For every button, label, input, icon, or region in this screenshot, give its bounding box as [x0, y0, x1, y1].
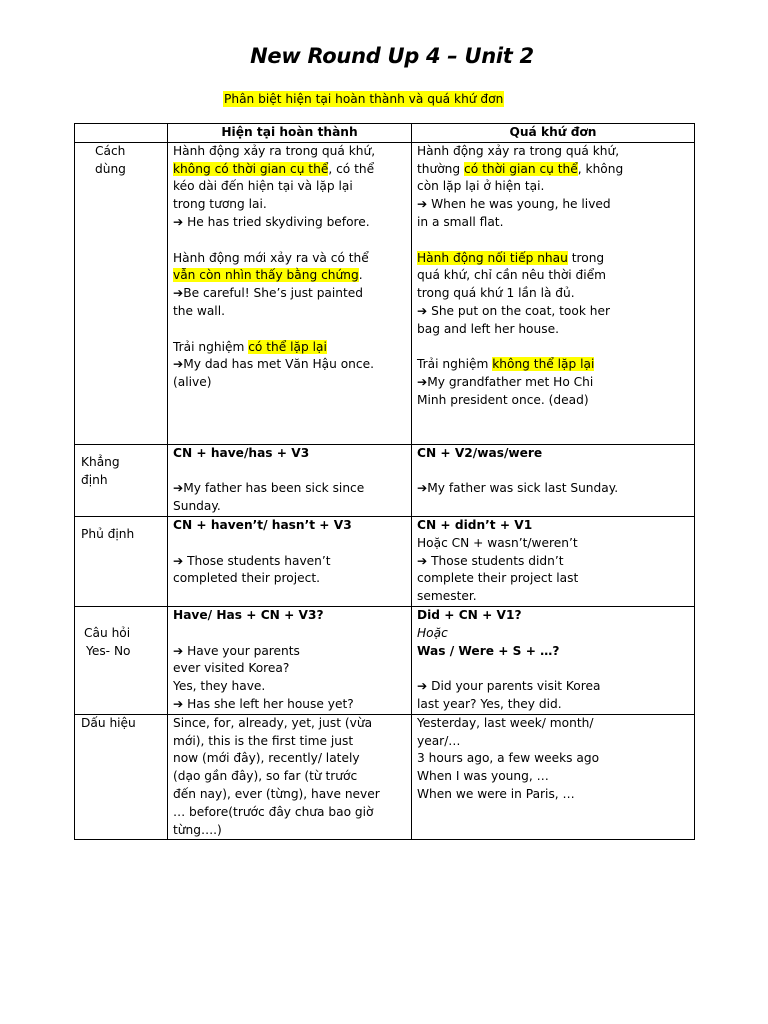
- text: Hành động xảy ra trong quá khứ,: [173, 143, 376, 158]
- header-empty: [75, 124, 168, 143]
- highlight: Hành động nối tiếp nhau: [417, 250, 568, 265]
- text: When I was young, …: [417, 769, 549, 784]
- example: My grandfather met Ho Chi: [427, 375, 594, 390]
- text: now (mới đây), recently/ lately: [173, 751, 360, 766]
- header-present-perfect: Hiện tại hoàn thành: [168, 124, 412, 143]
- arrow-icon: ➔: [173, 357, 184, 372]
- text: Hành động xảy ra trong quá khứ,: [417, 143, 620, 158]
- text: quá khứ, chỉ cần nêu thời điểm: [417, 268, 607, 283]
- formula: Did + CN + V1?: [417, 607, 522, 622]
- highlight: không thể lặp lại: [492, 357, 595, 372]
- text: trong quá khứ 1 lần là đủ.: [417, 286, 575, 301]
- example: He has tried skydiving before.: [187, 214, 370, 229]
- arrow-icon: ➔: [417, 679, 428, 694]
- arrow-icon: ➔: [417, 303, 428, 318]
- formula: Was / Were + S + …?: [417, 643, 560, 658]
- example: When he was young, he lived: [431, 197, 611, 212]
- row-label-text: Cách: [95, 143, 126, 158]
- example: complete their project last: [417, 571, 579, 586]
- row-label-text: dùng: [95, 161, 126, 176]
- example: last year? Yes, they did.: [417, 696, 562, 711]
- table-row: [75, 516, 695, 606]
- formula: Have/ Has + CN + V3?: [173, 607, 324, 622]
- text: còn lặp lại ở hiện tại.: [417, 179, 545, 194]
- question-past-simple: [412, 606, 695, 714]
- text: Trải nghiệm: [173, 339, 249, 354]
- highlight: có thể lặp lại: [248, 339, 327, 354]
- text: mới), this is the first time just: [173, 733, 354, 748]
- example: My father was sick last Sunday.: [427, 481, 619, 496]
- text: year/…: [417, 733, 461, 748]
- signals-past-simple: [412, 714, 695, 840]
- arrow-icon: ➔: [417, 553, 428, 568]
- page-title: New Round Up 4 – Unit 2: [250, 44, 534, 68]
- text: trong tương lai.: [173, 197, 267, 212]
- arrow-icon: ➔: [173, 643, 184, 658]
- table-row: [75, 142, 695, 444]
- arrow-icon: ➔: [173, 553, 184, 568]
- affirmative-past-simple: [412, 444, 695, 516]
- example: My dad has met Văn Hậu once.: [183, 357, 374, 372]
- example: Have your parents: [187, 643, 300, 658]
- example: Did your parents visit Korea: [431, 679, 601, 694]
- text: từng….): [173, 822, 222, 837]
- table-row: [75, 444, 695, 516]
- row-label-signals: [75, 714, 168, 840]
- text: , không: [577, 161, 624, 176]
- example: Those students didn’t: [431, 553, 564, 568]
- example: Those students haven’t: [187, 553, 331, 568]
- text: , có thể: [328, 161, 375, 176]
- arrow-icon: ➔: [417, 197, 428, 212]
- text: Trải nghiệm: [417, 357, 493, 372]
- example: in a small flat.: [417, 214, 504, 229]
- formula: CN + have/has + V3: [173, 445, 310, 460]
- table-header-row: [75, 124, 695, 143]
- example: semester.: [417, 589, 477, 604]
- affirmative-present-perfect: [168, 444, 412, 516]
- formula: CN + didn’t + V1: [417, 517, 533, 532]
- example: She put on the coat, took her: [431, 303, 610, 318]
- table-row: [75, 714, 695, 840]
- text: kéo dài đến hiện tại và lặp lại: [173, 179, 353, 194]
- usage-present-perfect: [168, 142, 412, 444]
- text: đến nay), ever (từng), have never: [173, 786, 380, 801]
- row-label-negative: [75, 516, 168, 606]
- text: When we were in Paris, …: [417, 786, 575, 801]
- row-label-question: [75, 606, 168, 714]
- example: completed their project.: [173, 571, 320, 586]
- row-label-text: Khẳng: [81, 454, 120, 469]
- example: (alive): [173, 375, 212, 390]
- example: Has she left her house yet?: [187, 696, 354, 711]
- highlight: không có thời gian cụ thể: [173, 161, 329, 176]
- header-past-simple: Quá khứ đơn: [412, 124, 695, 143]
- text: (dạo gần đây), so far (từ trước: [173, 769, 358, 784]
- row-label-text: Dấu hiệu: [81, 715, 136, 730]
- table-row: [75, 606, 695, 714]
- example: the wall.: [173, 303, 225, 318]
- row-label-text: Yes- No: [86, 643, 131, 658]
- example: Be careful! She’s just painted: [183, 286, 364, 301]
- signals-present-perfect: [168, 714, 412, 840]
- text: Since, for, already, yet, just (vừa: [173, 715, 373, 730]
- text: Yesterday, last week/ month/: [417, 715, 594, 730]
- row-label-affirmative: [75, 444, 168, 516]
- arrow-icon: ➔: [417, 375, 428, 390]
- text: … before(trước đây chưa bao giờ: [173, 804, 374, 819]
- arrow-icon: ➔: [173, 214, 184, 229]
- text: Hành động mới xảy ra và có thể: [173, 250, 369, 265]
- example: bag and left her house.: [417, 321, 559, 336]
- text: thường: [417, 161, 465, 176]
- arrow-icon: ➔: [173, 696, 184, 711]
- highlight: có thời gian cụ thể: [464, 161, 578, 176]
- example: Minh president once. (dead): [417, 392, 589, 407]
- example: Yes, they have.: [173, 679, 266, 694]
- arrow-icon: ➔: [173, 286, 184, 301]
- highlight: vẫn còn nhìn thấy bằng chứng: [173, 268, 359, 283]
- comparison-table: [74, 123, 695, 840]
- row-label-text: Phủ định: [81, 526, 135, 541]
- row-label-usage: [75, 142, 168, 444]
- negative-past-simple: [412, 516, 695, 606]
- text: trong: [567, 250, 605, 265]
- formula: CN + haven’t/ hasn’t + V3: [173, 517, 352, 532]
- text: 3 hours ago, a few weeks ago: [417, 751, 600, 766]
- example: My father has been sick since: [183, 481, 365, 496]
- question-present-perfect: [168, 606, 412, 714]
- arrow-icon: ➔: [417, 481, 428, 496]
- text: Hoặc: [417, 625, 448, 640]
- example: Sunday.: [173, 499, 221, 514]
- text: Hoặc CN + wasn’t/weren’t: [417, 535, 578, 550]
- example: ever visited Korea?: [173, 661, 290, 676]
- text: .: [358, 268, 363, 283]
- usage-past-simple: [412, 142, 695, 444]
- negative-present-perfect: [168, 516, 412, 606]
- formula: CN + V2/was/were: [417, 445, 543, 460]
- arrow-icon: ➔: [173, 481, 184, 496]
- subtitle-highlight: Phân biệt hiện tại hoàn thành và quá khứ đơn: [224, 92, 504, 106]
- row-label-text: Câu hỏi: [84, 625, 131, 640]
- row-label-text: định: [81, 472, 108, 487]
